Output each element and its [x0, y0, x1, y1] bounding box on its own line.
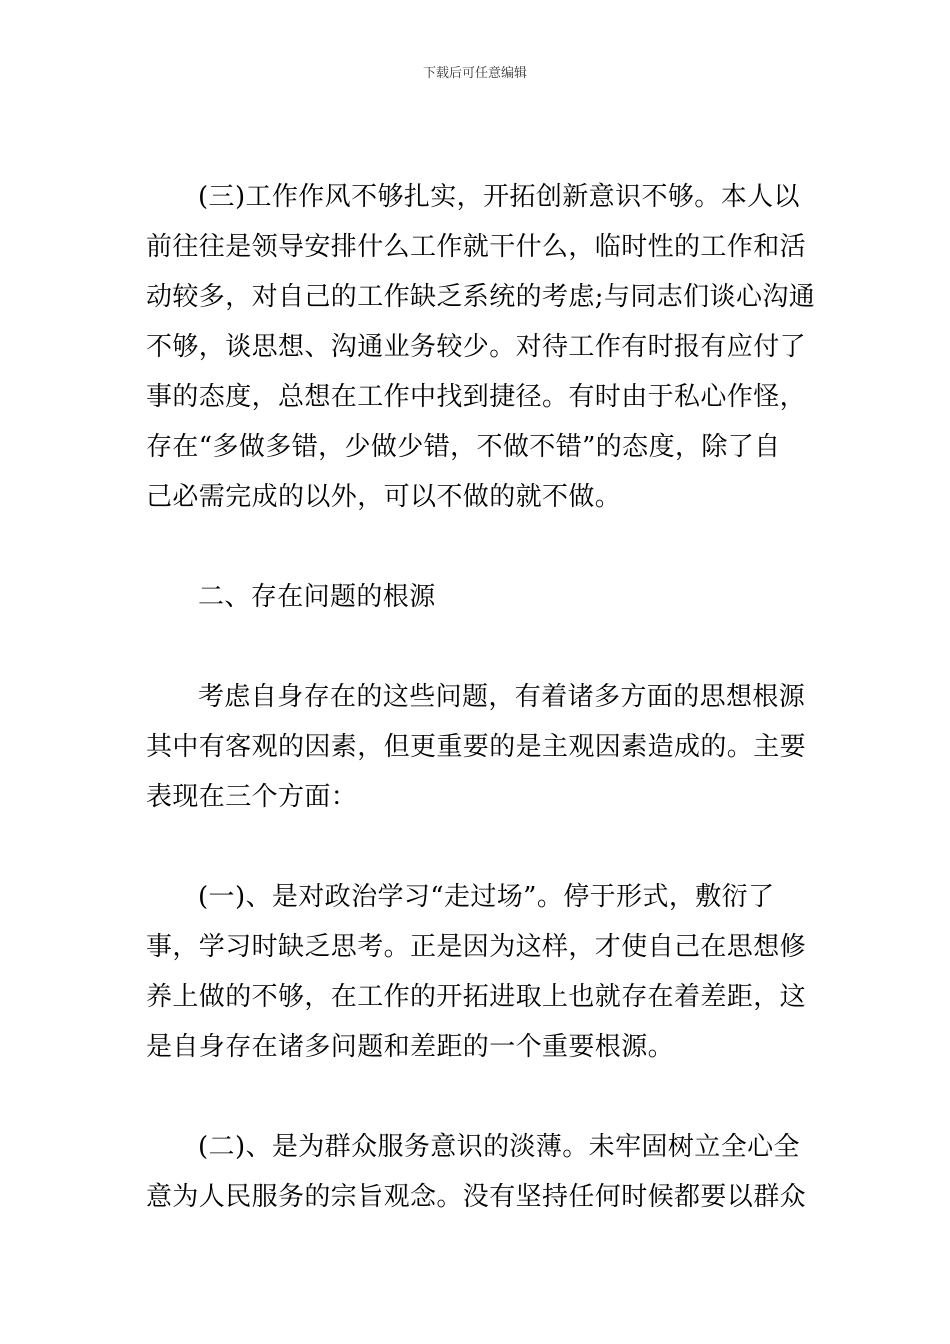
- section-heading: 二、存在问题的根源: [198, 582, 436, 612]
- paragraph-1-line-2: 前往往是领导安排什么工作就干什么，临时性的工作和活: [146, 232, 807, 262]
- paragraph-1-line-4: 不够，谈思想、沟通业务较少。对待工作有时报有应付了: [146, 332, 807, 362]
- paragraph-1-line-7: 己必需完成的以外，可以不做的就不做。: [146, 482, 622, 512]
- paragraph-3-line-1: 考虑自身存在的这些问题，有着诸多方面的思想根源: [198, 682, 806, 712]
- paragraph-4-line-4: 是自身存在诸多问题和差距的一个重要根源。: [146, 1032, 675, 1062]
- paragraph-1-line-6: 存在“多做多错，少做少错，不做不错”的态度，除了自: [146, 432, 781, 462]
- paragraph-4-line-1: (一)、是对政治学习“走过场”。停于形式，敷衍了: [198, 882, 775, 912]
- paragraph-5-line-2: 意为人民服务的宗旨观念。没有坚持任何时候都要以群众: [146, 1182, 807, 1212]
- paragraph-1-line-3: 动较多，对自己的工作缺乏系统的考虑;与同志们谈心沟通: [146, 282, 816, 312]
- page-header: 下载后可任意编辑: [422, 66, 527, 81]
- paragraph-1-line-5: 事的态度，总想在工作中找到捷径。有时由于私心作怪，: [146, 382, 807, 412]
- paragraph-4-line-2: 事，学习时缺乏思考。正是因为这样，才使自己在思想修: [146, 932, 807, 962]
- paragraph-4-line-3: 养上做的不够，在工作的开拓进取上也就存在着差距，这: [146, 982, 807, 1012]
- paragraph-3-line-2: 其中有客观的因素，但更重要的是主观因素造成的。主要: [146, 732, 807, 762]
- paragraph-5-line-1: (二)、是为群众服务意识的淡薄。未牢固树立全心全: [198, 1132, 800, 1162]
- paragraph-3-line-3: 表现在三个方面：: [146, 782, 358, 812]
- paragraph-1-line-1: (三)工作作风不够扎实，开拓创新意识不够。本人以: [198, 182, 800, 212]
